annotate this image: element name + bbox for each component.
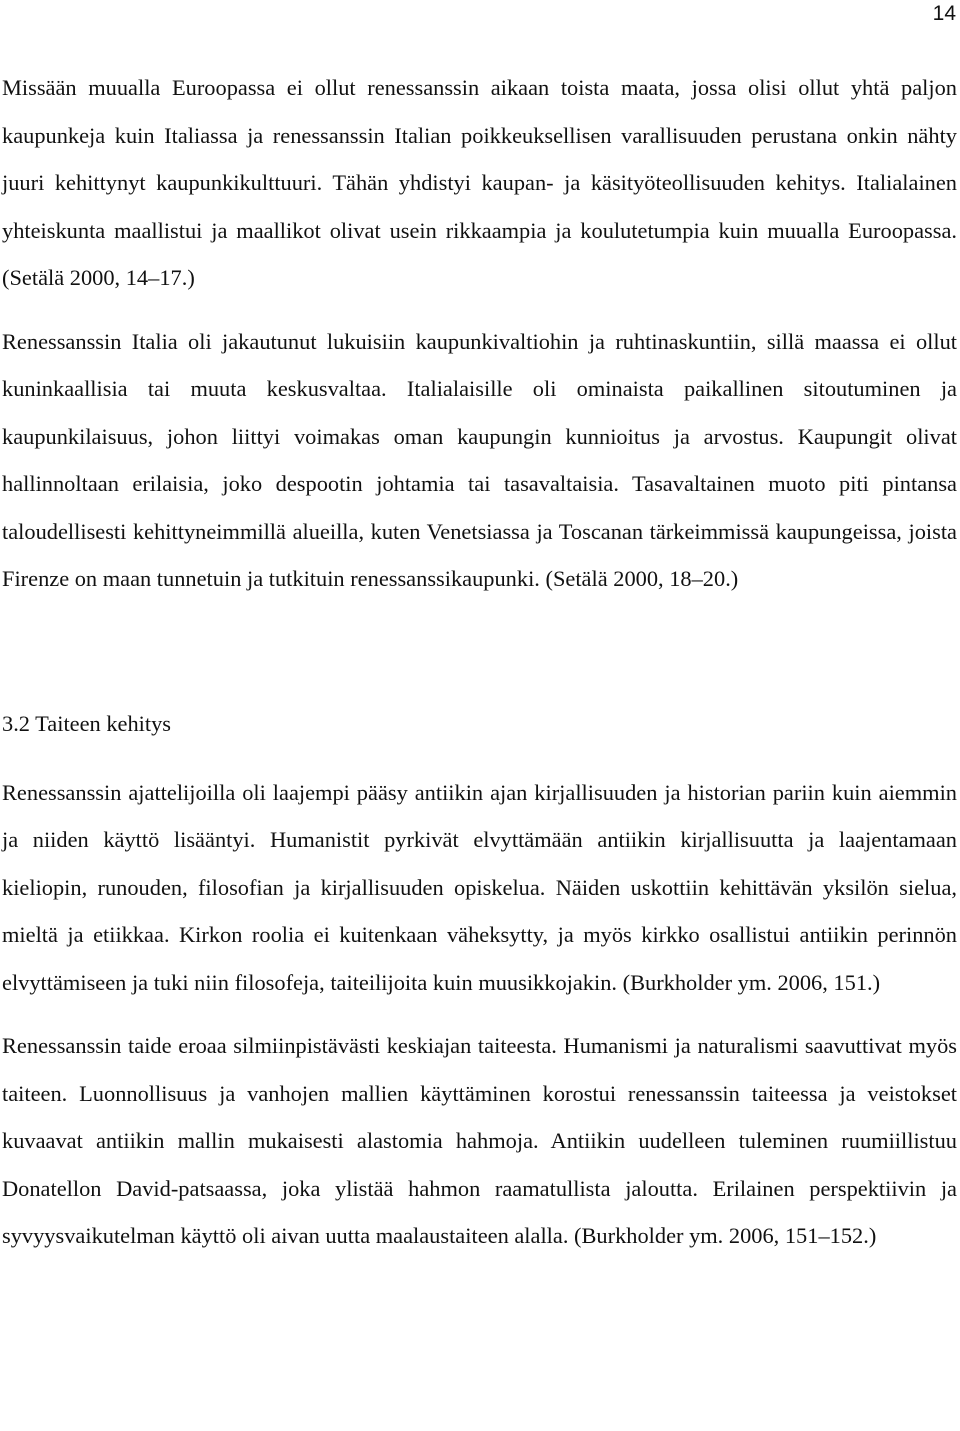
section-heading: 3.2 Taiteen kehitys: [2, 710, 172, 736]
paragraph-2: Renessanssin Italia oli jakautunut lukuisiin kaupunkivaltiohin ja ruhtinaskuntiin, sillä maassa ei ollut kuninkaallisia tai muuta keskusvaltaa. Italialaisille oli ominaista paikallinen sitoutuminen ja kaupunkilaisuus, johon liittyi voimakas oman kaupungin kunnioitus ja arvostus. Kaupungit olivat hallinnoltaan erilaisia, joko despootin johtamia tai tasavaltaisia. Tasavaltainen muoto piti pintansa taloudellisesti kehittyneimmillä alueilla, kuten Venetsiassa ja Toscanan tärkeimmissä kaupungeissa, joista Firenze on maan tunnetuin ja tutkituin renessanssikaupunki. (Setälä 2000, 18–20.): [2, 328, 957, 591]
page-number: 14: [932, 2, 956, 25]
document-body: [2, 64, 957, 1260]
paragraph-3: Renessanssin ajattelijoilla oli laajempi pääsy antiikin ajan kirjallisuuden ja historian pariin kuin aiemmin ja niiden käyttö lisääntyi. Humanistit pyrkivät elvyttämään antiikin kirjallisuutta ja laajentamaan kieliopin, runouden, filosofian ja kirjallisuuden opiskelua. Näiden uskottiin kehittävän yksilön sielua, mieltä ja etiikkaa. Kirkon roolia ei kuitenkaan väheksytty, ja myös kirkko osallistui antiikin perinnön elvyttämiseen ja tuki niin filosofeja, taiteilijoita kuin muusikkojakin. (Burkholder ym. 2006, 151.): [2, 779, 957, 995]
paragraph-4: Renessanssin taide eroaa silmiinpistävästi keskiajan taiteesta. Humanismi ja naturalismi saavuttivat myös taiteen. Luonnollisuus ja vanhojen mallien käyttäminen korostui renessanssin taiteessa ja veistokset kuvaavat antiikin mallin mukaisesti alastomia hahmoja. Antiikin uudelleen tuleminen ruumiillistuu Donatellon David-patsaassa, joka ylistää hahmon raamatullista jaloutta. Erilainen perspektiivin ja syvyysvaikutelman käyttö oli aivan uutta maalaustaiteen alalla. (Burkholder ym. 2006, 151–152.): [2, 1033, 957, 1248]
paragraph-1: Missään muualla Euroopassa ei ollut renessanssin aikaan toista maata, jossa olisi ollut yhtä paljon kaupunkeja kuin Italiassa ja renessanssin Italian poikkeuksellisen varallisuuden perustana onkin nähty juuri kehittynyt kaupunkikulttuuri. Tähän yhdistyi kaupan- ja käsityöteollisuuden kehitys. Italialainen yhteiskunta maallistui ja maallikot olivat usein rikkaampia ja koulutetumpia kuin muualla Euroopassa. (Setälä 2000, 14–17.): [2, 75, 957, 290]
